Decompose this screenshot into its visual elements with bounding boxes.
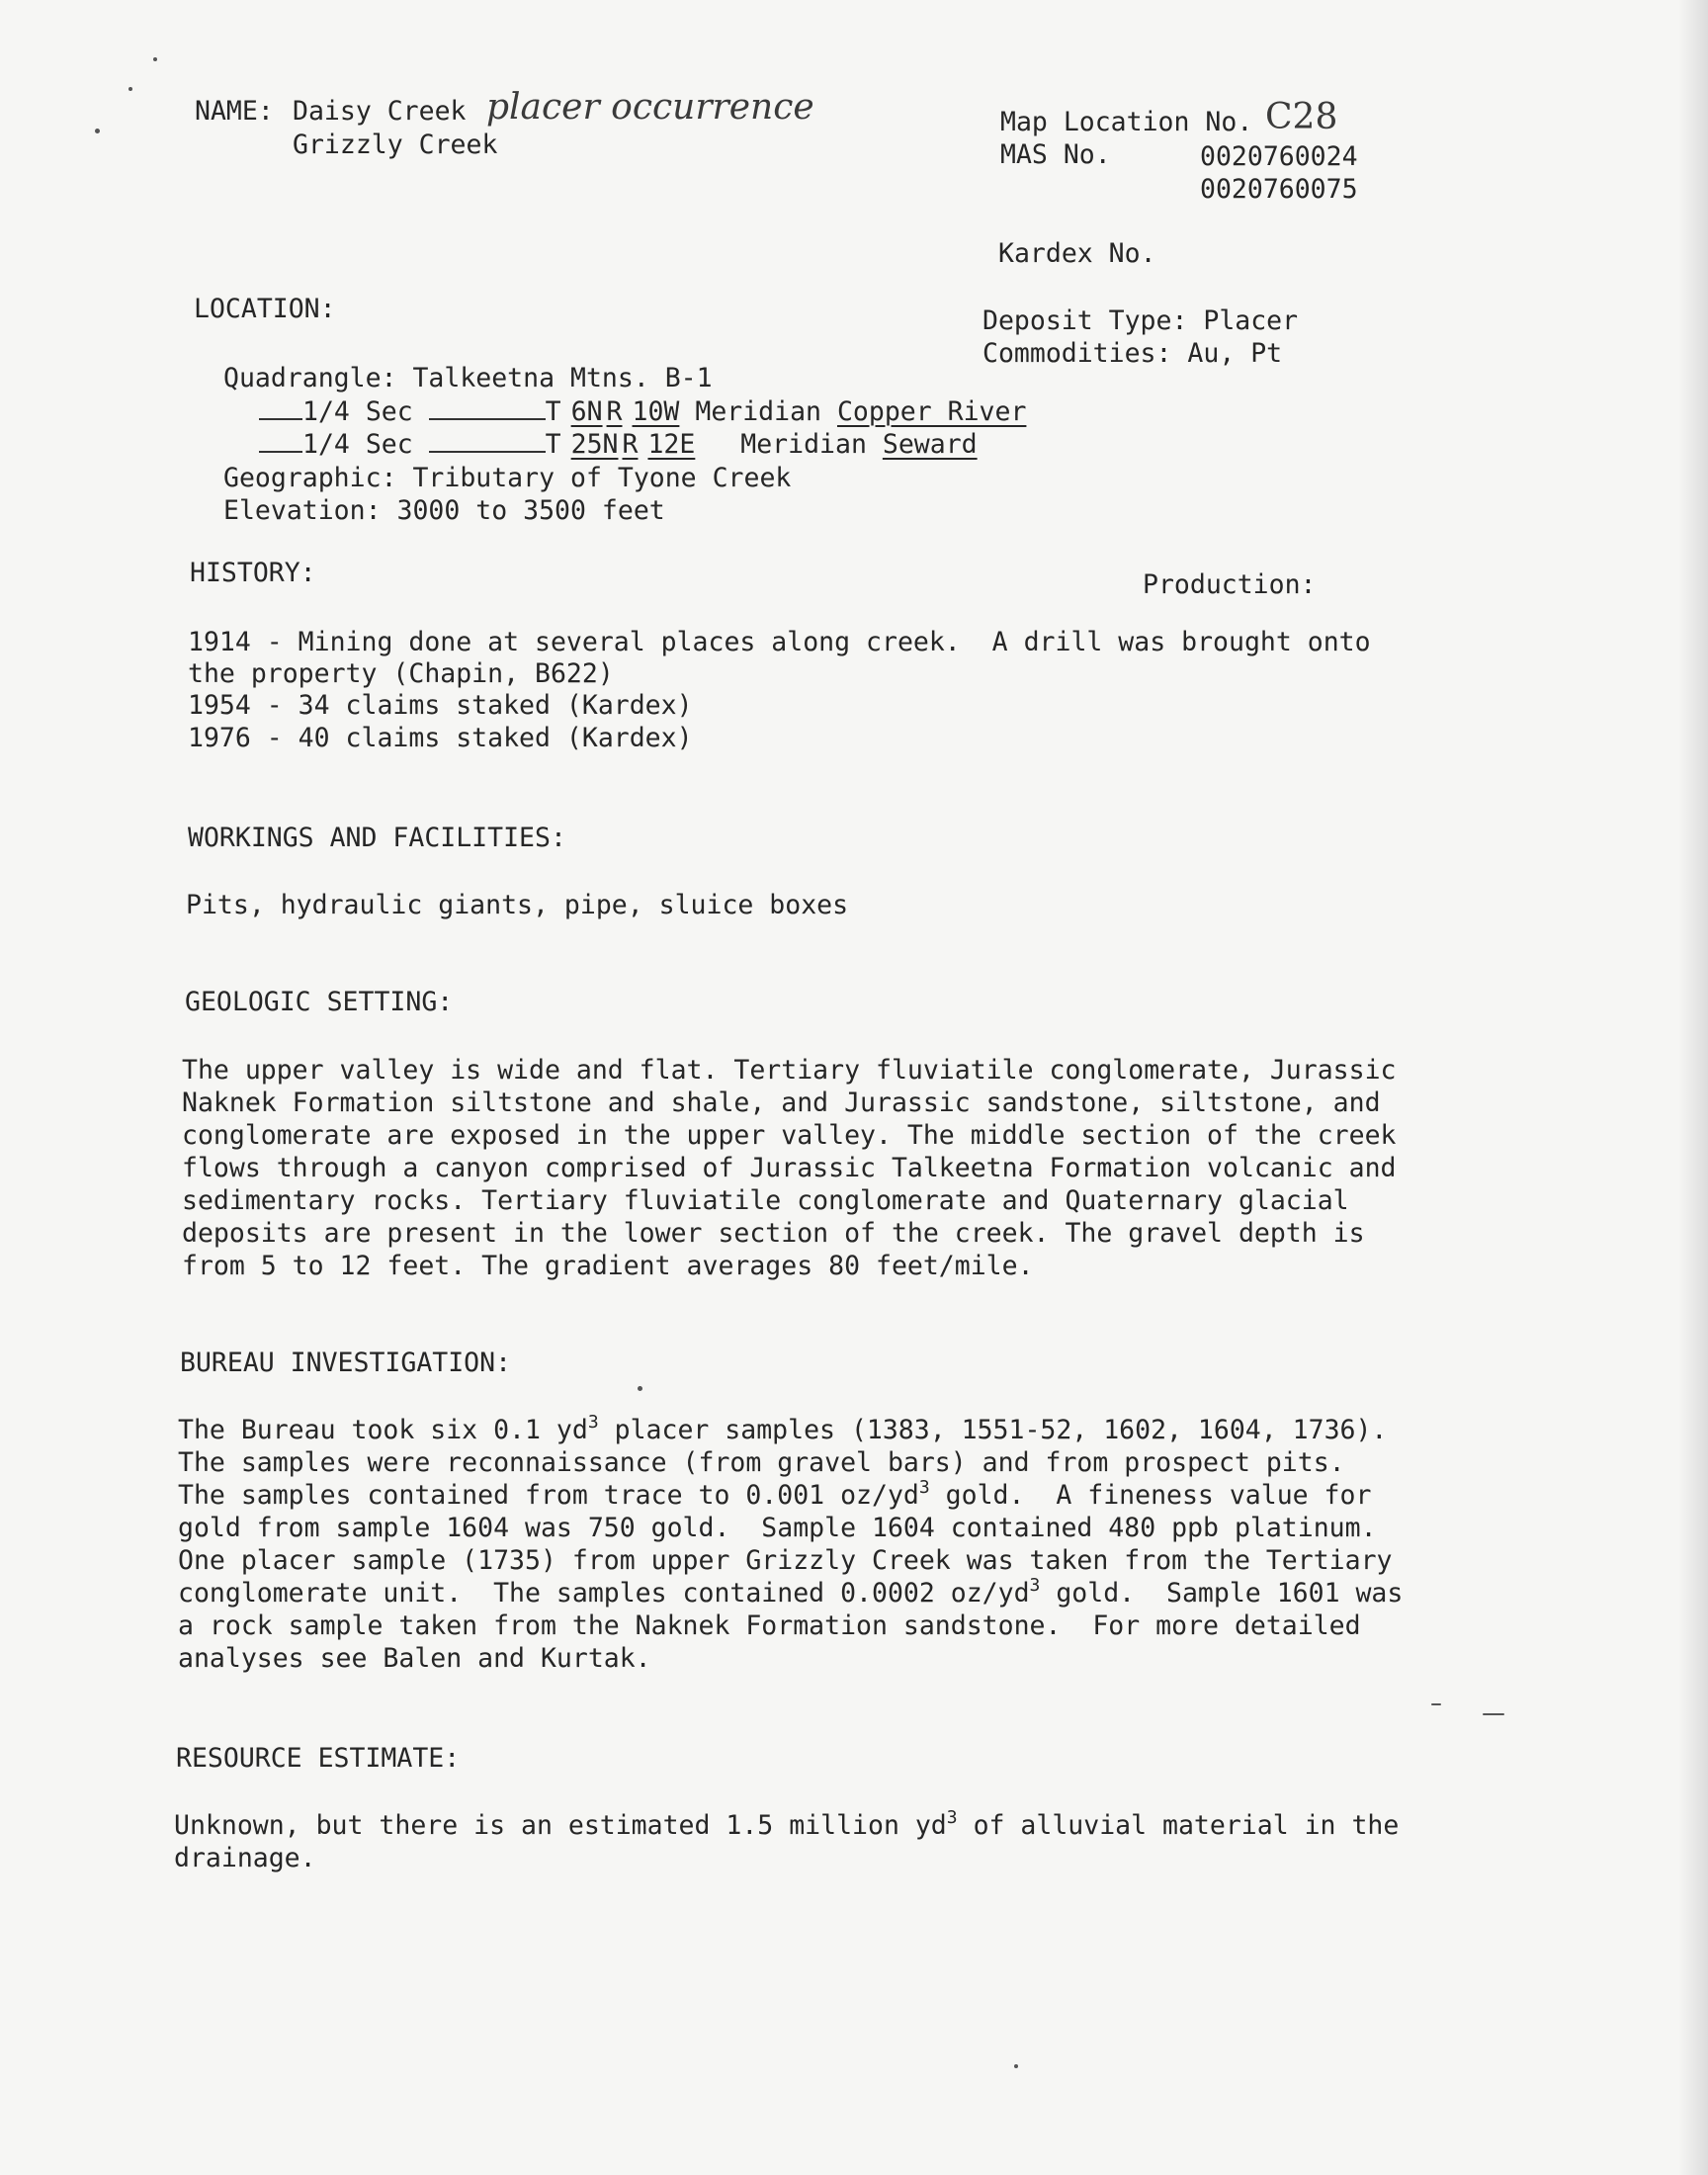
- bureau-text: conglomerate unit. The samples contained 0.0002 oz/yd: [178, 1578, 1030, 1609]
- workings-heading: WORKINGS AND FACILITIES:: [188, 823, 566, 853]
- quarter-sec-label: 1/4 Sec: [302, 396, 413, 427]
- meridian-label: Meridian: [695, 396, 821, 427]
- geologic-paragraph: The upper valley is wide and flat. Tertiary fluviatile conglomerate, Jurassic Naknek Formation siltstone and shale, and Jurassic sandstone, siltstone, and conglomerate are exposed in the upper valley. The middle section of the creek flows through a canyon comprised of Jurassic Talkeetna Formation volcanic and sedimentary rocks. Tertiary fluviatile conglomerate and Quaternary glacial deposits are present in the lower section of the creek. The gravel depth is from 5 to 12 feet. The gradient averages 80 feet/mile.: [182, 1055, 1397, 1281]
- meridian-value: Copper River: [836, 396, 1027, 427]
- meridian-label: Meridian: [740, 429, 867, 460]
- scan-speck: [1014, 2064, 1018, 2068]
- deposit-type: Deposit Type: Placer: [982, 305, 1299, 336]
- history-heading: HISTORY:: [190, 558, 316, 588]
- kardex-label: Kardex No.: [998, 238, 1156, 269]
- handwritten-placer-occurrence: placer occurrence: [486, 87, 814, 128]
- superscript-3: 3: [918, 1477, 930, 1498]
- bureau-line: [178, 1479, 1371, 1512]
- scan-speck: [1483, 1713, 1504, 1715]
- r-label: R: [606, 396, 623, 427]
- resource-line: [174, 1809, 1399, 1842]
- production-label: Production:: [1143, 569, 1317, 600]
- commodities: Commodities: Au, Pt: [982, 338, 1283, 369]
- township-value: 6N: [570, 396, 603, 427]
- meridian-value: Seward: [882, 429, 978, 460]
- scan-speck: [1431, 1703, 1441, 1705]
- superscript-3: 3: [1029, 1575, 1041, 1596]
- bureau-line: a rock sample taken from the Naknek Formation sandstone. For more detailed: [178, 1610, 1361, 1641]
- bureau-heading: BUREAU INVESTIGATION:: [180, 1348, 512, 1378]
- bureau-line: One placer sample (1735) from upper Grizzly Creek was taken from the Tertiary: [178, 1545, 1393, 1576]
- resource-line: drainage.: [174, 1843, 316, 1873]
- superscript-3: 3: [946, 1807, 958, 1828]
- resource-text: of alluvial material in the: [957, 1810, 1400, 1841]
- name-daisy-creek: Daisy Creek: [293, 96, 467, 127]
- name-grizzly-creek: Grizzly Creek: [293, 130, 498, 160]
- geologic-heading: GEOLOGIC SETTING:: [185, 987, 454, 1017]
- bureau-text: gold. A fineness value for: [929, 1480, 1372, 1511]
- history-entry: 1954 - 34 claims staked (Kardex): [188, 690, 693, 721]
- elevation: Elevation: 3000 to 3500 feet: [223, 495, 665, 526]
- quadrangle: Quadrangle: Talkeetna Mtns. B-1: [223, 363, 713, 393]
- resource-text: Unknown, but there is an estimated 1.5 million yd: [174, 1810, 947, 1841]
- township-row-1: [259, 395, 1026, 428]
- township-row-2: [259, 428, 978, 461]
- resource-heading: RESOURCE ESTIMATE:: [176, 1743, 461, 1774]
- handwritten-map-location: C28: [1265, 97, 1338, 137]
- history-entry: 1914 - Mining done at several places along creek. A drill was brought onto: [188, 627, 1371, 657]
- township-value: 25N: [570, 429, 619, 460]
- bureau-text: The Bureau took six 0.1 yd: [178, 1415, 588, 1445]
- bureau-line: [178, 1414, 1387, 1446]
- scan-speck: [95, 129, 100, 133]
- bureau-line: gold from sample 1604 was 750 gold. Sample 1604 contained 480 ppb platinum.: [178, 1513, 1377, 1543]
- t-label: T: [545, 429, 561, 460]
- bureau-line: [178, 1577, 1403, 1610]
- bureau-text: The samples contained from trace to 0.001 oz/yd: [178, 1480, 919, 1511]
- bureau-line: The samples were reconnaissance (from gravel bars) and from prospect pits.: [178, 1447, 1345, 1478]
- mas-label: MAS No.: [1000, 139, 1111, 170]
- r-label: R: [622, 429, 639, 460]
- name-label: NAME:: [195, 96, 274, 127]
- mas-number-2: 0020760075: [1200, 174, 1358, 205]
- t-label: T: [545, 396, 561, 427]
- geographic: Geographic: Tributary of Tyone Creek: [223, 463, 792, 493]
- quarter-sec-label: 1/4 Sec: [302, 429, 413, 460]
- range-value: 12E: [647, 429, 696, 460]
- bureau-text: placer samples (1383, 1551-52, 1602, 1604, 1736).: [598, 1415, 1388, 1445]
- history-entry: the property (Chapin, B622): [188, 658, 614, 689]
- map-location-label: Map Location No.: [1000, 107, 1253, 137]
- location-heading: LOCATION:: [194, 294, 336, 324]
- bureau-text: gold. Sample 1601 was: [1040, 1578, 1404, 1609]
- range-value: 10W: [632, 396, 680, 427]
- scan-speck: [153, 57, 157, 61]
- scan-speck: [638, 1386, 642, 1391]
- superscript-3: 3: [587, 1412, 599, 1433]
- page-edge-shadow: [1678, 0, 1708, 2175]
- workings-text: Pits, hydraulic giants, pipe, sluice boxes: [186, 890, 849, 920]
- mas-number-1: 0020760024: [1200, 141, 1358, 172]
- history-entry: 1976 - 40 claims staked (Kardex): [188, 723, 693, 753]
- bureau-line: analyses see Balen and Kurtak.: [178, 1643, 651, 1674]
- scan-speck: [128, 87, 132, 91]
